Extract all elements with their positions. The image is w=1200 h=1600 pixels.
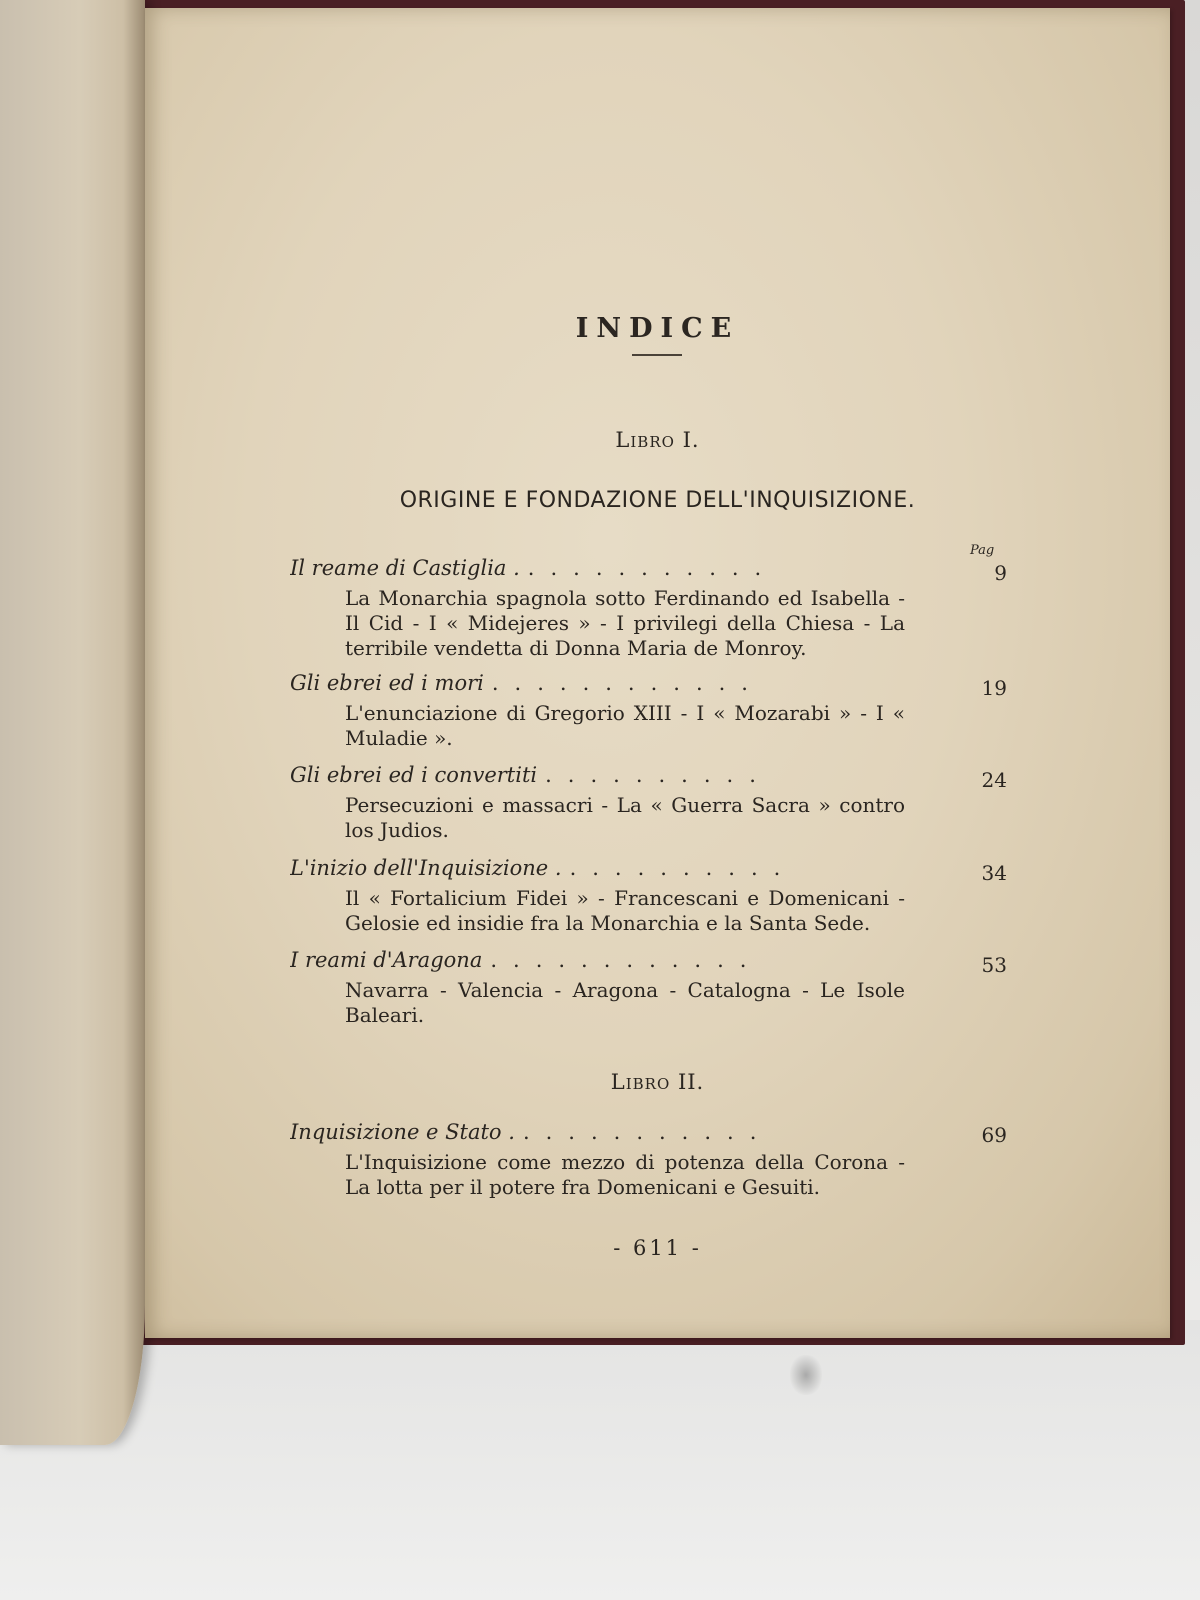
entry-heading-text: I reami d'Aragona (290, 948, 483, 972)
entry-heading (290, 763, 910, 787)
entry-heading-text: L'inizio dell'Inquisizione . (290, 856, 562, 880)
dot-leader: .......... (569, 856, 797, 880)
page-column-label: Pag (970, 543, 995, 558)
entry-page-number: 53 (981, 953, 1007, 977)
index-page (145, 8, 1170, 1338)
entry-description: Il « Fortalicium Fidei » - Francescani e Domenicani - Gelosie ed insidie fra la Monarchia e la Santa Sede. (345, 886, 905, 935)
dot-leader: ........... (527, 556, 778, 580)
libro-1-heading: Libro I. (615, 428, 700, 452)
dot-leader: ............ (490, 948, 763, 972)
entry-heading (290, 1120, 910, 1144)
entry-page-number: 34 (981, 861, 1007, 885)
entry-description: Persecuzioni e massacri - La « Guerra Sacra » contro los Judios. (345, 793, 905, 842)
entry-heading (290, 948, 910, 972)
left-page (0, 0, 145, 1445)
entry-heading-text: Il reame di Castiglia . (290, 556, 520, 580)
entry-heading-text: Gli ebrei ed i convertiti (290, 763, 538, 787)
dot-leader: ........... (522, 1120, 773, 1144)
entry-description: L'enunciazione di Gregorio XIII - I « Mozarabi » - I « Muladie ». (345, 701, 905, 750)
title-rule (632, 354, 682, 356)
entry-page-number: 69 (981, 1123, 1007, 1147)
entry-heading (290, 671, 910, 695)
entry-description: La Monarchia spagnola sotto Ferdinando ed Isabella - Il Cid - I « Midejeres » - I privilegi della Chiesa - La terribile vendetta di Donna Maria de Monroy. (345, 586, 905, 660)
entry-description: L'Inquisizione come mezzo di potenza della Corona - La lotta per il potere fra Domenicani e Gesuiti. (345, 1150, 905, 1199)
page-title: INDICE (575, 313, 740, 344)
table-stain (790, 1355, 822, 1395)
entry-heading-text: Gli ebrei ed i mori (290, 671, 484, 695)
libro-2-heading: Libro II. (610, 1070, 705, 1094)
dot-leader: ............ (491, 671, 764, 695)
table-surface (0, 1320, 1200, 1600)
entry-heading (290, 856, 910, 880)
entry-page-number: 19 (981, 676, 1007, 700)
entry-heading-text: Inquisizione e Stato . (290, 1120, 515, 1144)
entry-description: Navarra - Valencia - Aragona - Catalogna - Le Isole Baleari. (345, 978, 905, 1027)
section-subtitle: ORIGINE E FONDAZIONE DELL'INQUISIZIONE. (399, 488, 916, 513)
entry-heading (290, 556, 910, 580)
entry-page-number: 9 (994, 561, 1007, 585)
entry-page-number: 24 (981, 768, 1007, 792)
dot-leader: .......... (545, 763, 772, 787)
page-number: - 611 - (613, 1236, 702, 1260)
